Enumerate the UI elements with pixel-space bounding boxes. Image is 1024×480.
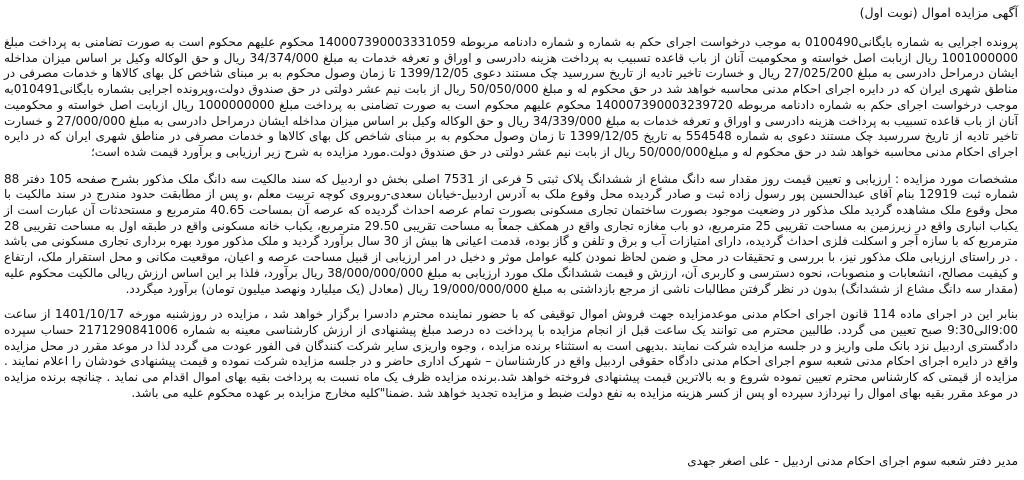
notice-title: آگهی مزایده اموال (نوبت اول) — [859, 5, 1018, 20]
case-paragraph: پرونده اجرایی به شماره بایگانی0100490 به موجب درخواست اجرای حکم به شماره و شماره دادنامه مربوطه 140007390003331059 محکوم علیهم محکوم است به صورت تضامنی به پرداخت مبلغ 1001000000 ریال ازبابت اصل خواسته و محکومیت آنان از باب قاعده تسبیب به پرداخت هزینه دادرسی و اوراق و تعرفه خدمات به مبلغ 34/374/000 ریال و حق الوکاله وکیل بر اساس میزان مداخله ایشان درمراحل دادرسی به مبلغ 27/025/200 ریال و خسارت تاخیر تادیه از تاریخ سررسید چک مستند دعوی 1399/12/05 تا زمان وصول محکوم به بر مبنای شاخص کل بهای کالاها و خدمات مصرفی در مناطق شهری ایران که در دایره اجرای احکام مدنی محاسبه خواهد شد در حق محکوم له و مبلغ 50/050/000 ریال از بابت نیم عشر دولتی در حق صندوق دولت،وپرونده اجرایی بشماره بایگانی010491به موجب درخواست اجرای حکم به شماره دادنامه مربوطه 140007390003239720 محکوم علیهم محکوم است به صورت تضامنی به پرداخت مبلغ 1000000000 ریال ازبابت اصل خواسته و محکومیت آنان از باب قاعده تسبیب به پرداخت هزینه دادرسی و اوراق و تعرفه خدمات به مبلغ 34/339/000 ریال و حق الوکاله وکیل بر اساس میزان مداخله ایشان درمراحل دادرسی به مبلغ 27/000/000 و خسارت تاخیر تادیه از تاریخ سررسید چک مستند دعوی به شماره 554548 به تاریخ 1399/12/05 تا زمان وصول محکوم به بر مبنای شاخص کل بهای کالاها و خدمات مصرفی در مناطق شهری ایران که در دایره اجرای احکام مدنی محاسبه خواهد شد در حق محکوم له و مبلغ50/000/000 ریال از بابت نیم عشر دولتی در حق صندوق دولت.مورد مزایده به شرح زیر ارزیابی و برآورد قیمت شده است؛ — [4, 35, 1019, 159]
signature-line: مدیر دفتر شعبه سوم اجرای احکام مدنی اردبیل - علی اصغر جهدی — [687, 454, 1018, 468]
auction-terms-paragraph: بنابر این در اجرای ماده 114 قانون اجرای احکام مدنی موعدمزایده جهت فروش اموال توقیفی که با حضور نماینده محترم دادسرا برگزار خواهد شد ، مزایده در روزشنبه مورخه 1401/10/17 از ساعت 9:00الی9:30 صبح تعیین می گردد. طالبین محترم می توانند یک ساعت قبل از انجام مزایده با پرداخت ده درصد مبلغ پیشنهادی از ارزش کارشناسی معینه به شماره 2171290841006 حساب سپرده دادگستری اردبیل نزد بانک ملی واریز و در جلسه مزایده شرکت نمایند .بدیهی است به استثناء برنده مزایده ، وجوه واریزی سایر شرکت کنندگان فی الفور عودت می گردد لذا در موعد مقرر در محل مزایده واقع در دایره اجرای احکام مدنی شعبه سوم اجرای احکام مدنی دادگاه حقوقی اردبیل واقع در کارشناسان – شهرک اداری حاضر و در جلسه مزایده شرکت نموده و قیمت پیشنهادی خودشان را اعلام نمایند . مزایده از قیمتی که کارشناس محترم تعیین نموده شروع و به بالاترین قیمت پیشنهادی فروخته خواهد شد.برنده مزایده ظرف یک ماه نسبت به پرداخت بقیه بهای اموال اقدام می نماید . چنانچه برنده مزایده در موعد مقرر بقیه بهای اموال را نپردازد سپرده او پس از کسر هزینه مزایده به نفع دولت ضبط و مزایده تجدید خواهد شد .ضمنا"کلیه مخارج مزایده بر عهده محکوم علیه می باشد. — [4, 307, 1019, 400]
property-specification-paragraph: مشخصات مورد مزایده : ارزیابی و تعیین قیمت روز مقدار سه دانگ مشاع از ششدانگ پلاک ثبتی 5 فرعی از 7531 اصلی بخش دو اردبیل که سند مالکیت سه دانگ ملک مذکور بشرح صفحه 105 دفتر 88 شماره ثبت 12919 بنام آقای عبدالحسین پور رسول زاده ثبت و صادر گردیده محل وقوع ملک به آدرس اردبیل-خیابان سعدی-روبروی کوچه تربیت معلم ،و پس از مطابقت حدود مندرج در سند مالکیت با محل وقوع ملک مشاهده گردید ملک مذکور در وضعیت موجود بصورت ساختمان تجاری مسکونی بصورت تمام عرصه احداث گردیده که عرصه آن بمساحت 40.65 مترمربع و مستحدثات آن عبارت است از یکباب انباری واقع در زیرزمین به مساحت تقریبی 25 مترمربع، دو باب مغازه تجاری واقع در همکف جمعاً به مساحت تقریبی 29.50 مترمربع، یکباب خانه مسکونی واقع در طبقه اول به مساحت تقریبی 28 مترمربع که با سازه آجر و اسکلت فلزی احداث گردیده، دارای امتیازات آب و برق و تلفن و گاز بوده، قدمت اعیانی ها بیش از 30 سال برآورد گردید و ملک مذکور مورد بهره برداری تجاری مسکونی می باشد . در راستای ارزیابی ملک مذکور نیز، با بررسی و تحقیقات در محل و ضمن لحاظ نمودن کلیه عوامل موثر و دخیل در امر ارزیابی از قبیل مساحت عرصه و اعیان، موقعیت مکانی و محل استقرار ملک، ارتفاع و کیفیت مصالح، انشعابات و منصوبات، نحوه دسترسی و کاربری آن، ارزش و قیمت ششدانگ ملک مورد ارزیابی به مبلغ 38/000/000/000 ریال برآورد، فلذا بر این اساس ارزش ریالی مالکیت محکوم علیه (مقدار سه دانگ مشاع از ششدانگ) بدون در نظر گرفتن مطالبات ناشی از مرجع بازداشتی به مبلغ 19/000/000/000 ریال (معادل (یک میلیارد ونهصد میلیون تومان) برآورد میگردد. — [4, 171, 1019, 296]
auction-notice — [4, 4, 1018, 411]
